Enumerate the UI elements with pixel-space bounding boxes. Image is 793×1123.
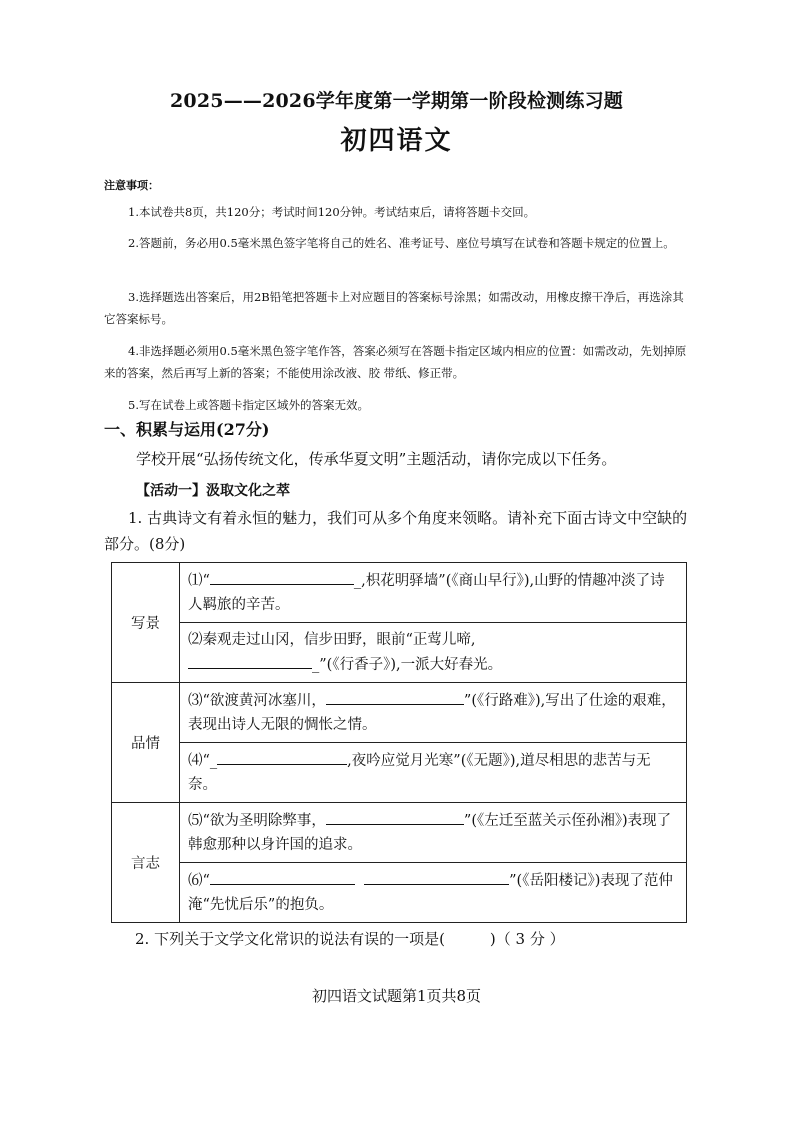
notice-item-5: 5.写在试卷上或答题卡指定区域外的答案无效。 — [128, 398, 369, 412]
poem-blank-5 — [180, 803, 687, 863]
notice-heading: 注意事项： — [104, 179, 159, 192]
answer-blank[interactable] — [326, 688, 464, 705]
item-text: ”(《左迁至蓝关示侄孙湘》)表现了韩愈那种以身许国的追求。 — [188, 813, 672, 853]
page-footer: 初四语文试题第1页共8页 — [311, 987, 482, 1005]
answer-blank[interactable] — [326, 808, 464, 825]
category-scenery: 写景 — [112, 563, 180, 683]
item-text: ”(《岳阳楼记》)表现了范仲淹“先忧后乐”的抱负。 — [188, 873, 673, 913]
item-prefix: ⑷“_ — [188, 753, 218, 769]
notice-item-1: 1.本试卷共8页，共120分；考试时间120分钟。考试结束后，请将答题卡交回。 — [128, 205, 536, 219]
answer-blank[interactable] — [217, 748, 347, 765]
poem-blank-2 — [180, 623, 687, 683]
notice-item-4: 4.非选择题必须用0.5毫米黑色签字笔作答，答案必须写在答题卡指定区域内相应的位置：如需改动，先划掉原来的答案，然后再写上新的答案；不能使用涂改液、胶 带纸、修正带。 — [104, 344, 687, 380]
subject-title: 初四语文 — [340, 126, 453, 156]
question-2: 2. 下列关于文学文化常识的说法有误的一项是( )（ 3 分 ） — [135, 930, 565, 948]
item-text: ”(《行路难》),写出了仕途的艰难，表现出诗人无限的惆怅之情。 — [188, 693, 676, 733]
table-row — [112, 743, 687, 803]
table-row — [112, 863, 687, 923]
item-prefix: ⑸“欲为圣明除弊事， — [188, 813, 326, 829]
table-row — [112, 623, 687, 683]
category-emotion: 品情 — [112, 683, 180, 803]
category-aspiration: 言志 — [112, 803, 180, 923]
item-text: _,枳花明驿墙”(《商山早行》),山野的情趣冲淡了诗人羁旅的辛苦。 — [188, 573, 665, 613]
notice-item-3: 3.选择题选出答案后，用2B铅笔把答题卡上对应题目的答案标号涂黑；如需改动，用橡皮擦干净后，再选涂其它答案标号。 — [104, 290, 684, 326]
poetry-fill-table — [111, 562, 687, 923]
question-1: 1. 古典诗文有着永恒的魅力，我们可从多个角度来领略。请补充下面古诗文中空缺的部分。(8分) — [104, 509, 688, 553]
answer-blank[interactable] — [364, 868, 509, 885]
poem-blank-3 — [180, 683, 687, 743]
poem-blank-1 — [180, 563, 687, 623]
poem-blank-6 — [180, 863, 687, 923]
item-prefix: ⑵秦观走过山冈，信步田野，眼前“正莺儿啼, — [188, 632, 476, 648]
item-prefix: ⑹“ — [188, 873, 210, 889]
item-text: _”(《行香子》),一派大好春光。 — [312, 657, 503, 673]
activity-heading: 【活动一】汲取文化之萃 — [136, 483, 290, 499]
exam-title: 2025——2026学年度第一学期第一阶段检测练习题 — [170, 90, 623, 112]
section-intro: 学校开展“弘扬传统文化，传承华夏文明”主题活动，请你完成以下任务。 — [136, 450, 617, 468]
table-row — [112, 563, 687, 623]
answer-blank[interactable] — [210, 868, 355, 885]
answer-blank[interactable] — [210, 568, 354, 585]
notice-item-2: 2.答题前，务必用0.5毫米黑色签字笔将自己的姓名、准考证号、座位号填写在试卷和答题卡规定的位置上。 — [128, 236, 675, 250]
poem-blank-4 — [180, 743, 687, 803]
table-row — [112, 683, 687, 743]
item-prefix: ⑴“ — [188, 573, 210, 589]
item-text: ,夜吟应觉月光寒”(《无题》),道尽相思的悲苦与无奈。 — [188, 753, 651, 793]
item-prefix: ⑶“欲渡黄河冰塞川， — [188, 693, 326, 709]
table-row — [112, 803, 687, 863]
answer-blank[interactable] — [188, 652, 312, 669]
section-heading: 一、积累与运用(27分) — [104, 420, 270, 439]
